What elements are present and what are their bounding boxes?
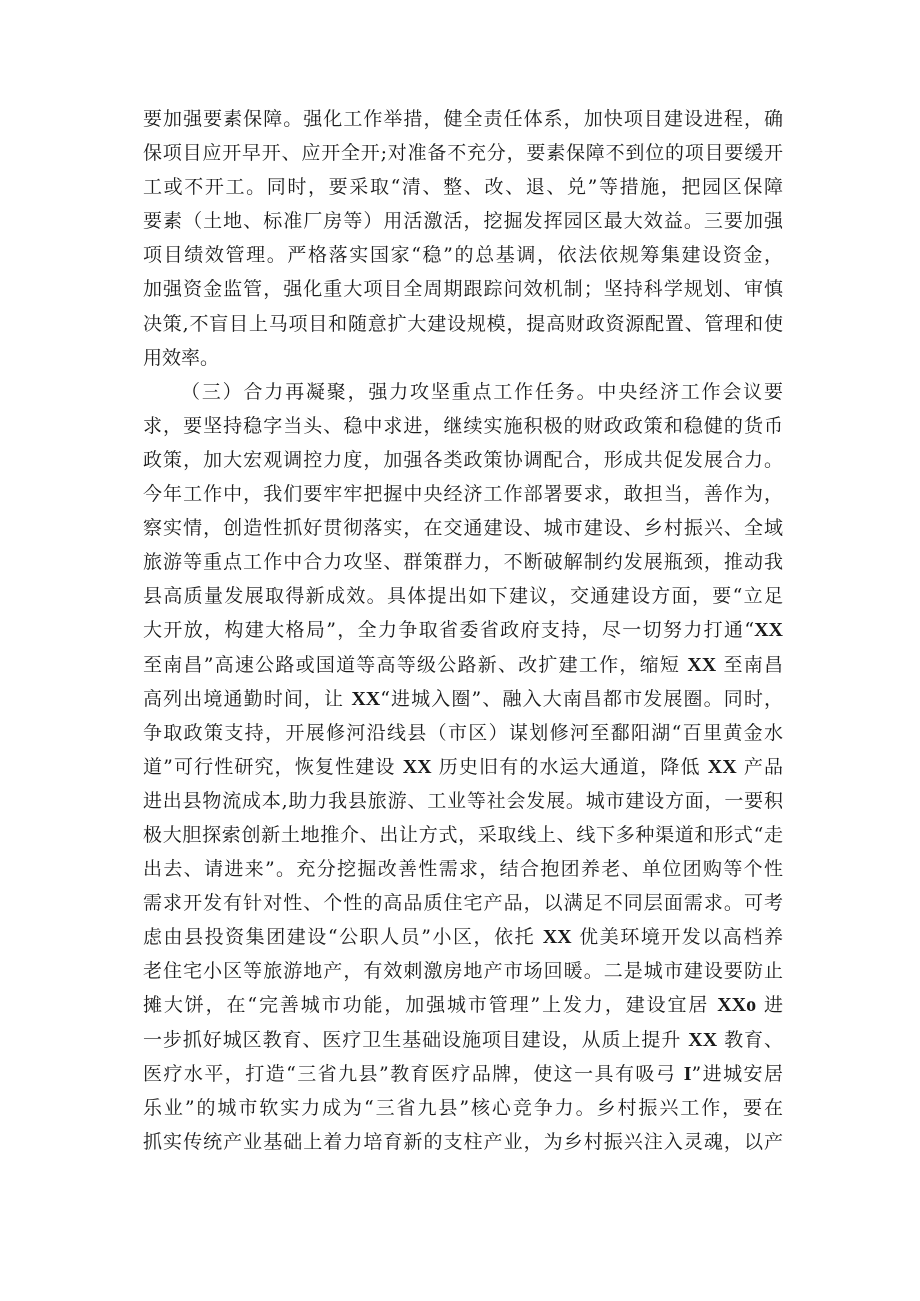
placeholder-text: XX: [351, 687, 381, 710]
paragraph-2: [143, 375, 783, 1159]
placeholder-text: XX: [402, 755, 432, 778]
text-line: 需求开发有针对性、个性的高品质住宅产品，以满足不同层面需求。可考: [143, 892, 783, 915]
text-line: 用效率。: [143, 346, 220, 369]
text-line: 项目绩效管理。严格落实国家“稳”的总基调，依法依规筹集建设资金，: [143, 244, 783, 267]
text-line: 虑由县投资集团建设“公职人员”小区，依托 XX 优美环境开发以高档养: [143, 926, 784, 949]
text-line: 摊大饼，在“完善城市功能，加强城市管理”上发力，建设宜居 XXo 进: [143, 994, 784, 1017]
placeholder-text: XX: [542, 926, 572, 949]
text-line: 加强资金监管，强化重大项目全周期跟踪问效机制；坚持科学规划、审慎: [143, 278, 783, 301]
text-line: 老住宅小区等旅游地产，有效刺激房地产市场回暖。二是城市建设要防止: [143, 960, 783, 983]
text-line: 一步抓好城区教育、医疗卫生基础设施项目建设，从质上提升 XX 教育、: [143, 1028, 783, 1051]
text-line: 医疗水平，打造“三省九县”教育医疗品牌，使这一具有吸弓 I”进城安居: [143, 1062, 783, 1085]
text-line: 求，要坚持稳字当头、稳中求进，继续实施积极的财政政策和稳健的货币: [143, 414, 783, 437]
text-line: 保项目应开早开、应开全开;对准备不充分，要素保障不到位的项目要缓开: [143, 142, 783, 165]
placeholder-text: XX: [754, 619, 783, 642]
text-line: 至南昌”高速公路或国道等高等级公路新、改扩建工作，缩短 XX 至南昌: [143, 653, 783, 676]
placeholder-text: XX: [687, 653, 717, 676]
text-line: 要素（土地、标准厂房等）用活激活，挖掘发挥园区最大效益。三要加强: [143, 210, 783, 233]
text-line: 大开放，构建大格局”，全力争取省委省政府支持，尽一切努力打通“XX: [143, 619, 783, 642]
document-body: [143, 102, 783, 1159]
placeholder-text: XX: [707, 755, 737, 778]
text-line: 工或不开工。同时，要采取“清、整、改、退、兑”等措施，把园区保障: [143, 176, 783, 199]
text-line: 进出县物流成本,助力我县旅游、工业等社会发展。城市建设方面，一要积: [143, 789, 783, 812]
placeholder-text: XXo: [717, 994, 757, 1017]
text-line: 决策,不盲目上马项目和随意扩大建设规模，提高财政资源配置、管理和使: [143, 312, 783, 335]
placeholder-text: I: [683, 1062, 692, 1085]
text-line: 县高质量发展取得新成效。具体提出如下建议，交通建设方面，要“立足: [143, 585, 783, 608]
paragraph-1: [143, 102, 783, 375]
text-line: 道”可行性研究，恢复性建设 XX 历史旧有的水运大通道，降低 XX 产品: [143, 755, 783, 778]
text-line: （三）合力再凝聚，强力攻坚重点工作任务。中央经济工作会议要: [181, 380, 783, 403]
text-line: 争取政策支持，开展修河沿线县（市区）谋划修河至鄱阳湖“百里黄金水: [143, 721, 783, 744]
text-line: 政策，加大宏观调控力度，加强各类政策协调配合，形成共促发展合力。: [143, 448, 783, 471]
text-line: 察实情，创造性抓好贯彻落实，在交通建设、城市建设、乡村振兴、全域: [143, 517, 783, 540]
placeholder-text: XX: [688, 1028, 718, 1051]
text-line: 要加强要素保障。强化工作举措，健全责任体系，加快项目建设进程，确: [143, 108, 783, 130]
text-line: 今年工作中，我们要牢牢把握中央经济工作部署要求，敢担当，善作为，: [143, 483, 783, 506]
text-line: 抓实传统产业基础上着力培育新的支柱产业，为乡村振兴注入灵魂，以产: [143, 1130, 783, 1153]
text-line: 极大胆探索创新土地推介、出让方式，采取线上、线下多种渠道和形式“走: [143, 823, 783, 846]
text-line: 出去、请进来”。充分挖掘改善性需求，结合抱团养老、单位团购等个性: [143, 858, 783, 881]
text-line: 旅游等重点工作中合力攻坚、群策群力，不断破解制约发展瓶颈，推动我: [143, 551, 783, 574]
text-line: 乐业”的城市软实力成为“三省九县”核心竞争力。乡村振兴工作，要在: [143, 1096, 783, 1119]
text-line: 高列出境通勤时间，让 XX“进城入圈”、融入大南昌都市发展圈。同时，: [143, 687, 783, 710]
